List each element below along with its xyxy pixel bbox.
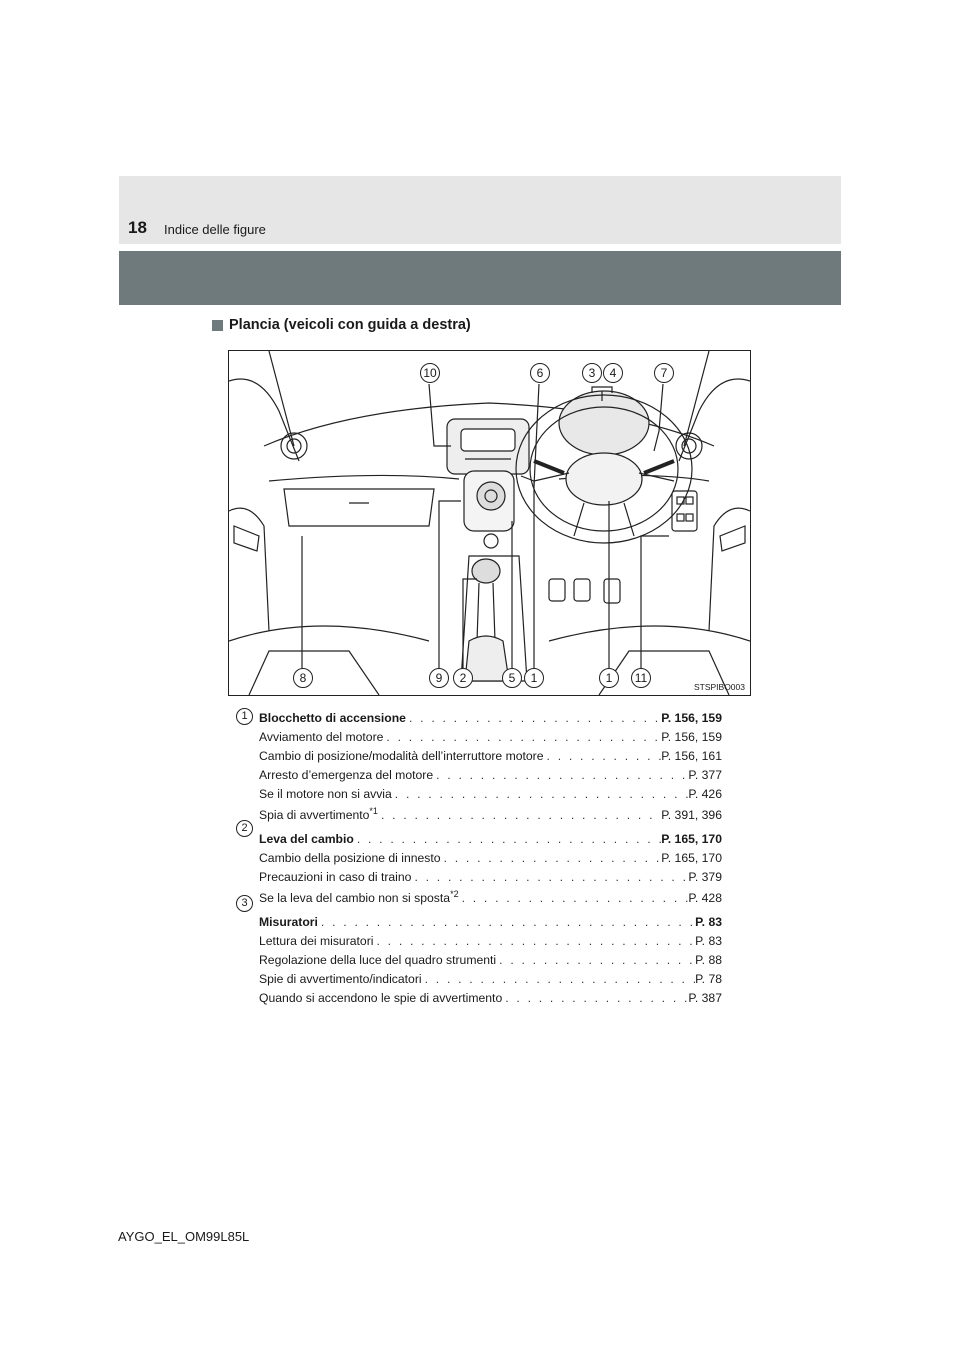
callout-3: 3 [582,363,602,383]
entry-title: Leva del cambio [259,832,354,846]
entry-group-ignition [259,711,722,825]
entry-row [259,915,722,934]
entry-pages: P. 428 [688,891,722,906]
callout-10: 10 [420,363,440,383]
footnote-ref: *1 [369,806,378,816]
dashboard-drawing [229,351,750,695]
entry-pages: P. 426 [688,787,722,801]
entry-pages: P. 156, 159 [661,711,722,725]
section-heading-text: Plancia (veicoli con guida a destra) [229,317,471,333]
entry-row [259,851,722,870]
entry-group-meters [259,915,722,1010]
callout-7: 7 [654,363,674,383]
leader-dots [406,711,661,725]
entry-row [259,934,722,953]
entry-label: Spia di avvertimento [259,808,370,823]
leader-dots [378,808,661,822]
entry-label: Regolazione della luce del quadro strumenti [259,953,497,967]
leader-dots [433,768,688,782]
leader-dots [411,870,688,884]
entry-row [259,972,722,991]
leader-dots [392,787,689,801]
entry-label: Precauzioni in caso di traino [259,870,412,884]
callout-5: 5 [502,668,522,688]
entry-pages: P. 165, 170 [661,851,722,865]
entry-row [259,953,722,972]
entry-row [259,711,722,730]
entry-pages: P. 387 [688,991,722,1005]
leader-dots [373,934,695,948]
entry-pages: P. 83 [695,915,722,929]
entry-row [259,787,722,806]
entry-title: Misuratori [259,915,318,929]
leader-dots [496,953,695,967]
entry-label: Se il motore non si avvia [259,787,392,801]
entry-1-marker: 1 [236,708,253,725]
entry-pages: P. 88 [695,953,722,967]
entry-pages: P. 83 [695,934,722,948]
entry-row [259,768,722,787]
entry-row [259,730,722,749]
entry-label: Cambio della posizione di innesto [259,851,441,865]
entry-row [259,991,722,1010]
entry-row [259,749,722,768]
entry-row [259,806,722,825]
index-entries [259,711,722,1017]
leader-dots [383,730,661,744]
entry-3-marker: 3 [236,895,253,912]
entry-row [259,870,722,889]
entry-pages: P. 156, 161 [661,749,722,763]
entry-row [259,889,722,908]
section-heading [212,317,471,333]
callout-1-wheel: 1 [599,668,619,688]
entry-label: Cambio di posizione/modalità dell’interruttore motore [259,749,544,763]
entry-label: Avviamento del motore [259,730,384,744]
dashboard-illustration [228,350,751,696]
footer-code: AYGO_EL_OM99L85L [118,1229,250,1244]
callout-11: 11 [631,668,651,688]
callout-8: 8 [293,668,313,688]
entry-label: Arresto d’emergenza del motore [259,768,434,782]
page-number: 18 [128,218,147,237]
callout-1-center: 1 [524,668,544,688]
entry-label: Quando si accendono le spie di avvertimento [259,991,503,1005]
leader-dots [318,915,695,929]
callout-2: 2 [453,668,473,688]
entry-title: Blocchetto di accensione [259,711,406,725]
entry-2-marker: 2 [236,820,253,837]
entry-label: Lettura dei misuratori [259,934,374,948]
callout-6: 6 [530,363,550,383]
entry-pages: P. 391, 396 [661,808,722,823]
leader-dots [544,749,662,763]
entry-label: Spie di avvertimento/indicatori [259,972,422,986]
leader-dots [354,832,661,846]
entry-label: Se la leva del cambio non si sposta [259,891,451,906]
figure-code: STSPIBO003 [693,682,745,692]
entry-pages: P. 165, 170 [661,832,722,846]
entry-pages: P. 78 [695,972,722,986]
entry-pages: P. 379 [688,870,722,884]
heading-square-icon [212,320,223,331]
entry-group-shift-lever [259,832,722,908]
leader-dots [422,972,696,986]
callout-9: 9 [429,668,449,688]
header-title: Indice delle figure [164,222,266,237]
entry-row [259,832,722,851]
entry-label-with-note [259,806,378,822]
leader-dots [459,891,689,905]
leader-dots [441,851,662,865]
entry-label-with-note [259,889,459,905]
footnote-ref: *2 [450,889,459,899]
leader-dots [502,991,688,1005]
entry-pages: P. 156, 159 [661,730,722,744]
section-band [119,251,841,305]
entry-pages: P. 377 [688,768,722,782]
callout-4: 4 [603,363,623,383]
